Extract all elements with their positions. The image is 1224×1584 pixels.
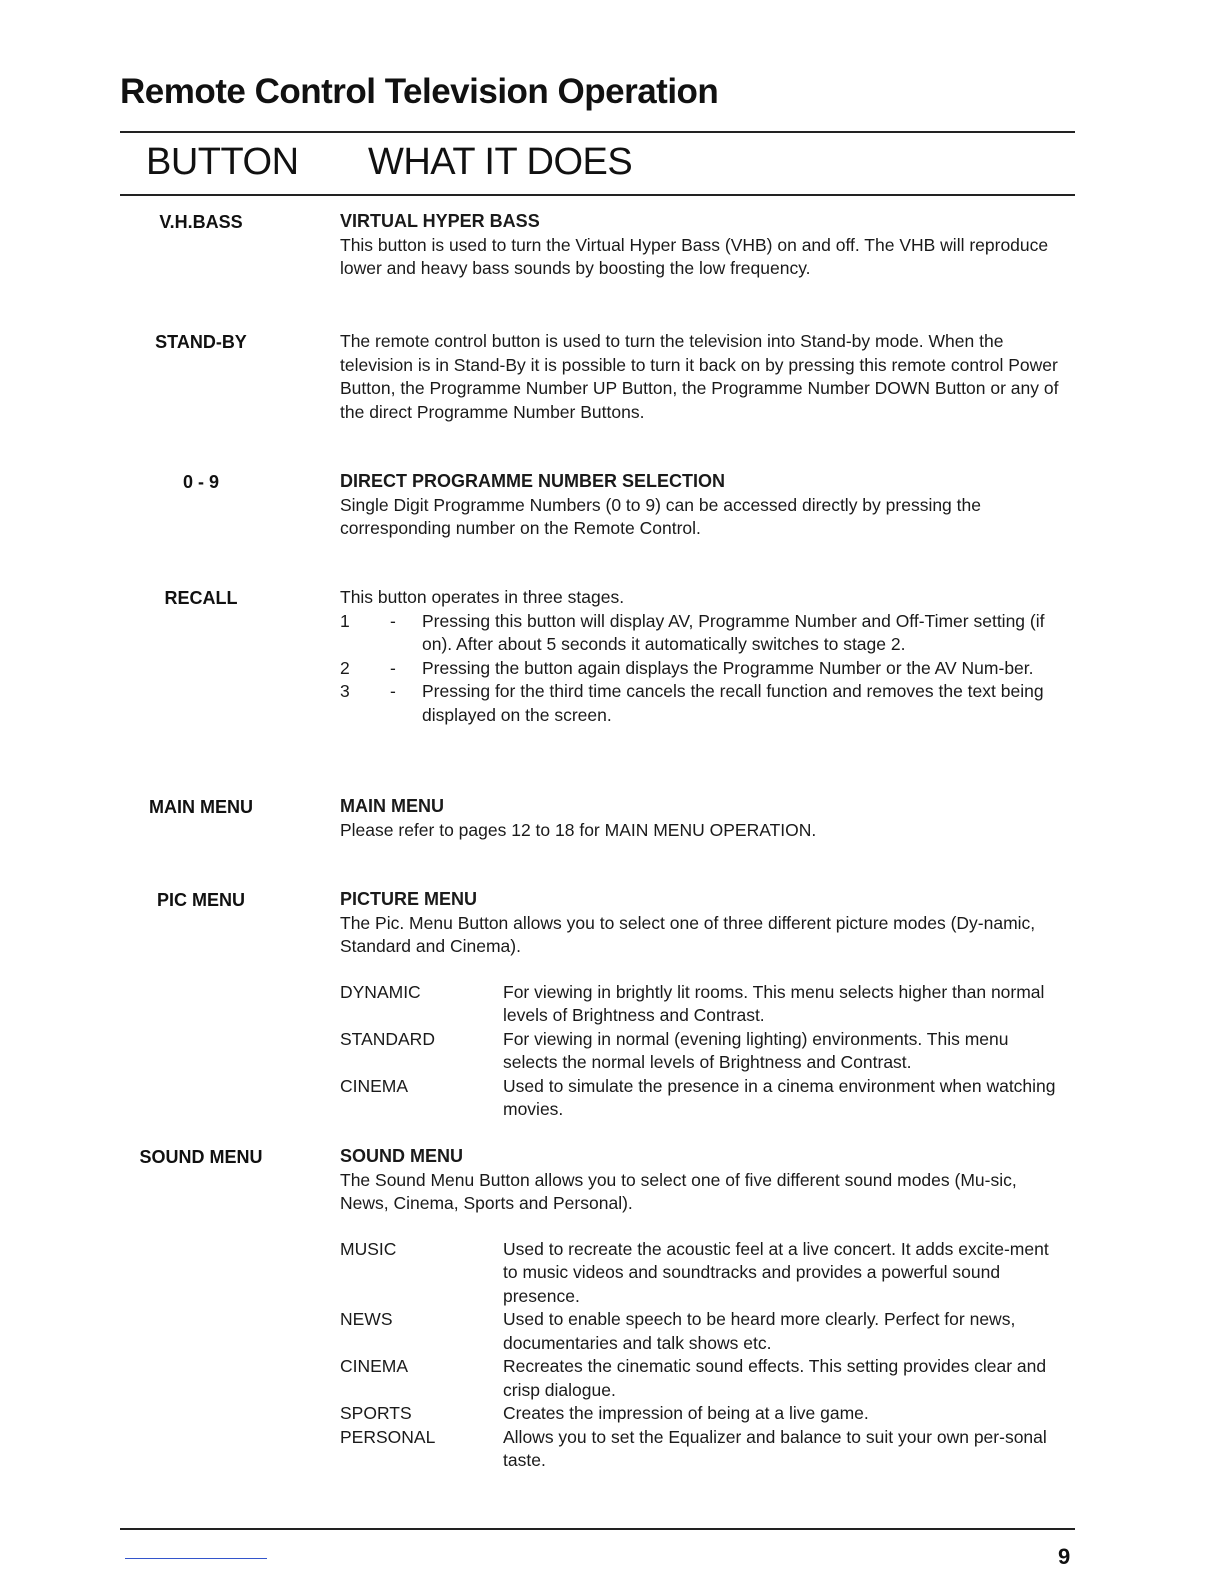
- mode-name: NEWS: [340, 1309, 393, 1329]
- entry-title: VIRTUAL HYPER BASS: [340, 211, 540, 231]
- page-number: 9: [1058, 1544, 1071, 1569]
- button-label: SOUND MENU: [139, 1147, 263, 1167]
- top-divider: [120, 131, 1075, 133]
- entry-title: DIRECT PROGRAMME NUMBER SELECTION: [340, 471, 726, 491]
- button-label: RECALL: [164, 588, 238, 608]
- mode-row: [340, 1308, 1065, 1355]
- button-label: PIC MENU: [156, 890, 245, 910]
- page-title: Remote Control Television Operation: [120, 72, 719, 111]
- entry-description: [340, 330, 1065, 424]
- mode-name: STANDARD: [340, 1028, 435, 1049]
- stage-dash: -: [390, 657, 396, 678]
- mode-text: Recreates the cinematic sound effects. This setting provides clear and crisp dialogue.: [503, 1356, 1047, 1400]
- entry-text: The remote control button is used to turn the television into Stand-by mode. When the television is in Stand-By it is possible to turn it back on by pressing this remote control Power Button, the Programme Number UP Button, the Programme Number DOWN Button or any of the direct Programme Number Buttons.: [340, 331, 1059, 422]
- entry-text: This button is used to turn the Virtual Hyper Bass (VHB) on and off. The VHB will reproduce lower and heavy bass sounds by boosting the low frequency.: [340, 234, 1049, 278]
- mode-row: [340, 1402, 1065, 1426]
- mode-row: [340, 981, 1065, 1028]
- entry-title: SOUND MENU: [340, 1146, 464, 1166]
- mode-text: Allows you to set the Equalizer and balance to suit your own per-sonal taste.: [503, 1426, 1047, 1470]
- bottom-divider: [120, 1528, 1075, 1530]
- mode-text: Used to simulate the presence in a cinema environment when watching movies.: [503, 1075, 1056, 1119]
- mode-name: PERSONAL: [340, 1426, 436, 1447]
- mode-text: For viewing in normal (evening lighting) environments. This menu selects the normal levels of Brightness and Contrast.: [503, 1028, 1009, 1072]
- entry-text: This button operates in three stages.: [340, 587, 625, 607]
- entry-description: [340, 888, 1065, 1122]
- recall-stage: [340, 680, 1065, 727]
- mode-text: Used to recreate the acoustic feel at a live concert. It adds excite-ment to music videos and soundtracks and provides a powerful sound presence.: [503, 1238, 1049, 1306]
- entry-description: [340, 470, 1065, 541]
- mode-name: CINEMA: [340, 1356, 409, 1376]
- stage-dash: -: [390, 681, 396, 701]
- footer-underline: [125, 1558, 267, 1559]
- recall-stage: [340, 657, 1065, 681]
- recall-stage: [340, 610, 1065, 657]
- stage-text: Pressing for the third time cancels the recall function and removes the text being displayed on the screen.: [422, 681, 1044, 725]
- button-label: 0 - 9: [182, 472, 220, 492]
- stage-text: Pressing this button will display AV, Programme Number and Off-Timer setting (if on). After about 5 seconds it automatically switches to stage 2.: [422, 610, 1045, 654]
- mode-row: [340, 1426, 1065, 1473]
- column-header-button: BUTTON: [146, 141, 299, 183]
- stage-text: Pressing the button again displays the Programme Number or the AV Num-ber.: [422, 657, 1034, 678]
- button-label: V.H.BASS: [159, 212, 243, 232]
- entry-text: The Pic. Menu Button allows you to select one of three different picture modes (Dy-namic, Standard and Cinema).: [340, 912, 1036, 956]
- mode-name: MUSIC: [340, 1238, 397, 1259]
- picture-mode-table: [340, 981, 1065, 1122]
- stage-number: 2: [340, 657, 350, 678]
- sound-mode-table: [340, 1238, 1065, 1473]
- header-divider: [120, 194, 1075, 196]
- button-label: STAND-BY: [155, 332, 247, 352]
- mode-row: [340, 1028, 1065, 1075]
- mode-text: For viewing in brightly lit rooms. This menu selects higher than normal levels of Brightness and Contrast.: [503, 981, 1045, 1025]
- entry-description: [340, 586, 1065, 727]
- entry-text: Single Digit Programme Numbers (0 to 9) can be accessed directly by pressing the corresponding number on the Remote Control.: [340, 494, 981, 538]
- entry-text: The Sound Menu Button allows you to select one of five different sound modes (Mu-sic, News, Cinema, Sports and Personal).: [340, 1169, 1017, 1213]
- stage-number: 3: [340, 681, 350, 701]
- entry-description: [340, 210, 1065, 281]
- column-header-what-it-does: WHAT IT DOES: [368, 141, 633, 183]
- entry-title: PICTURE MENU: [340, 889, 478, 909]
- mode-row: [340, 1355, 1065, 1402]
- entry-description: [340, 1145, 1065, 1473]
- stage-number: 1: [340, 610, 350, 631]
- entry-title: MAIN MENU: [340, 796, 444, 816]
- mode-text: Used to enable speech to be heard more clearly. Perfect for news, documentaries and talk shows etc.: [503, 1309, 1016, 1353]
- mode-name: SPORTS: [340, 1403, 412, 1423]
- mode-text: Creates the impression of being at a live game.: [503, 1403, 869, 1423]
- button-label: MAIN MENU: [149, 797, 253, 817]
- mode-row: [340, 1075, 1065, 1122]
- mode-row: [340, 1238, 1065, 1309]
- stage-dash: -: [390, 610, 396, 631]
- entry-text: Please refer to pages 12 to 18 for MAIN MENU OPERATION.: [340, 819, 817, 840]
- mode-name: DYNAMIC: [340, 981, 421, 1002]
- entry-description: [340, 795, 1065, 842]
- mode-name: CINEMA: [340, 1075, 409, 1096]
